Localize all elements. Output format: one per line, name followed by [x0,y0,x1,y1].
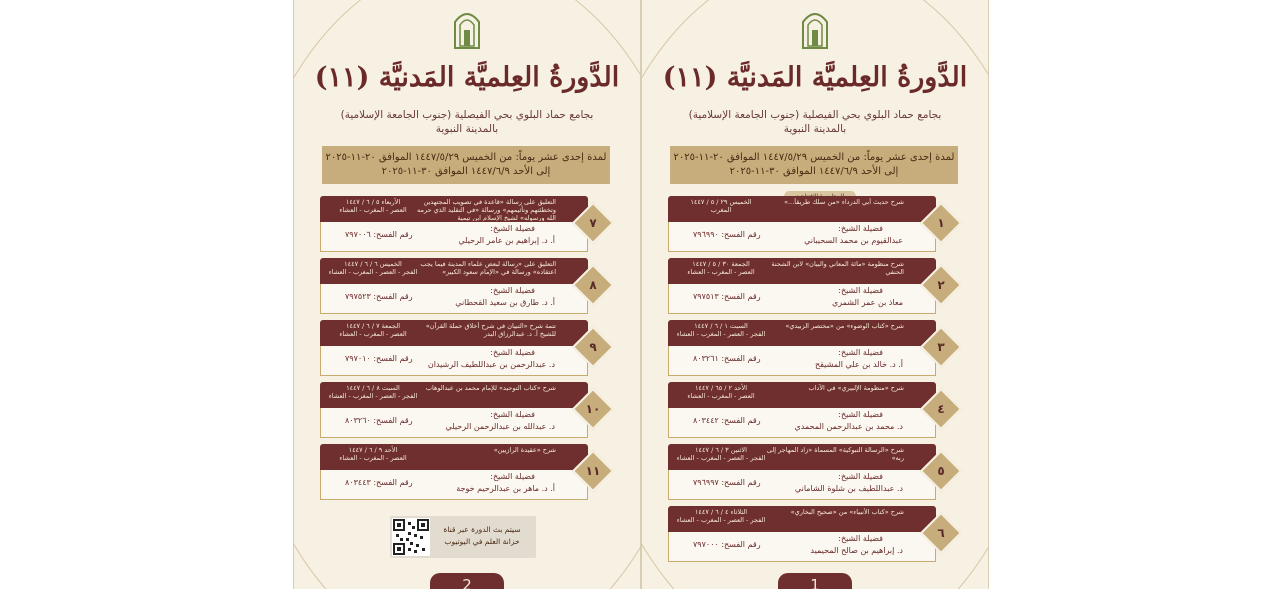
permit-number: رقم الفسح: ٧٩٦٩٩٧ [693,478,761,487]
permit-number: رقم الفسح: ٨٠٣٤٤٣ [345,478,413,487]
session-time [324,446,422,462]
session-card [668,444,956,500]
session-number: ٨ [589,278,597,292]
session-details [668,470,936,500]
session-day: الأربعاء ٥ / ٦ / ١٤٤٧ [345,198,401,206]
session-prayers: الفجر - العصر - المغرب - العشاء [676,330,766,338]
duration-line: إلى الأحد ١٤٤٧/٦/٩ الموافق ٣٠-١١-٢٠٢٥ [729,166,899,177]
session-header [668,444,936,470]
session-details [668,346,936,376]
session-day: الخميس ٢٩ / ٥ / ١٤٤٧ [690,198,752,206]
session-number: ١١ [585,464,601,478]
session-header [320,320,588,346]
session-header [320,196,588,222]
session-time [324,384,422,400]
sheikh-label: فضيلة الشيخ: [838,472,883,481]
session-topic: شرح «منظومة الإلبيري» في الآداب [808,384,904,392]
session-time [324,260,422,276]
sheikh-label: فضيلة الشيخ: [838,534,883,543]
session-card [320,196,608,252]
session-topic: شرح «الرسالة التبوكية» المسماة «زاد المهاجر إلى ربه» [766,446,904,462]
sheikh-label: فضيلة الشيخ: [838,410,883,419]
venue-line: بجامع حماد البلوي بحي الفيصلية (جنوب الجامعة الإسلامية) [340,109,594,121]
session-details [320,284,588,314]
permit-number: رقم الفسح: ٧٩٧٥٢٣ [345,292,413,301]
session-number: ٤ [937,402,945,416]
sheikh-name: أ. د. ماهر بن عبدالرحيم خوجة [456,484,555,493]
duration-box [322,146,610,184]
session-header [668,258,936,284]
session-header [668,382,936,408]
sheikh-name: أ. د. خالد بن علي المشيقح [814,360,903,369]
sheikh-label: فضيلة الشيخ: [490,286,535,295]
session-card [668,506,956,562]
permit-number: رقم الفسح: ٧٩٧٠١٠ [345,354,413,363]
permit-number: رقم الفسح: ٧٩٦٩٩٠ [693,230,761,239]
session-details [668,222,936,252]
venue-text [308,108,626,136]
session-card [320,382,608,438]
duration-line: لمدة إحدى عشر يوماً: من الخميس ١٤٤٧/٥/٢٩ الموافق ٢٠-١١-٢٠٢٥ [673,152,955,163]
session-card [320,444,608,500]
session-number: ١٠ [585,402,601,416]
duration-line: إلى الأحد ١٤٤٧/٦/٩ الموافق ٣٠-١١-٢٠٢٥ [381,166,551,177]
session-header [320,444,588,470]
session-card [668,320,956,376]
ministry-logo-icon [451,6,483,50]
sheikh-label: فضيلة الشيخ: [838,348,883,357]
session-time [672,446,770,462]
session-day: الاثنين ٣ / ٦ / ١٤٤٧ [695,446,747,454]
session-header [668,320,936,346]
session-details [668,408,936,438]
session-prayers: العصر - المغرب - العشاء [339,454,407,462]
duration-box [670,146,958,184]
session-number: ٢ [937,278,945,292]
session-prayers: الفجر - العصر - المغرب - العشاء [676,454,766,462]
session-day: الثلاثاء ٤ / ٦ / ١٤٤٧ [694,508,748,516]
session-day: الخميس ٦ / ٦ / ١٤٤٧ [344,260,402,268]
permit-number: رقم الفسح: ٨٠٣٢٦٠ [345,416,413,425]
session-day: السبت ٨ / ٦ / ١٤٤٧ [346,384,400,392]
sheikh-label: فضيلة الشيخ: [838,286,883,295]
session-day: الجمعة ٧ / ٦ / ١٤٤٧ [345,322,401,330]
sheikh-name: د. محمد بن عبدالرحمن المحمدي [794,422,903,431]
session-time [672,384,770,400]
page-number: 1 [778,573,852,589]
session-topic: شرح «عقيدة الرازيين» [493,446,556,454]
permit-number: رقم الفسح: ٧٩٧٥١٣ [693,292,761,301]
session-details [668,284,936,314]
session-time [672,322,770,338]
session-prayers: العصر - المغرب - العشاء [339,206,407,214]
session-prayers: الفجر - العصر - المغرب - العشاء [328,392,418,400]
session-day: الجمعة ٣٠ / ٥ / ١٤٤٧ [692,260,750,268]
session-card [320,258,608,314]
session-header [320,258,588,284]
session-day: الأحد ٢ / ٦٥ / ١٤٤٧ [694,384,748,392]
session-header [668,196,936,222]
qr-code-icon[interactable] [392,518,430,556]
session-day: السبت ١ / ٦ / ١٤٤٧ [694,322,748,330]
sheikh-name: عبدالقيوم بن محمد السحيباني [804,236,903,245]
session-day: الأحد ٩ / ٦ / ١٤٤٧ [348,446,398,454]
session-card [668,196,956,252]
session-number: ٥ [937,464,945,478]
session-topic: شرح «كتاب الأنبياء» من «صحيح البخاري» [790,508,904,516]
sheikh-name: أ. د. طارق بن سعيد القحطاني [455,298,555,307]
broadcast-line: سيتم بث الدورة عبر قناة [443,525,521,534]
duration-line: لمدة إحدى عشر يوماً: من الخميس ١٤٤٧/٥/٢٩ الموافق ٢٠-١١-٢٠٢٥ [325,152,607,163]
session-details [320,346,588,376]
broadcast-line: خزانة العلم في اليوتيوب [444,537,520,546]
brochure-page-1 [641,0,989,589]
session-time [672,198,770,214]
session-prayers: العصر - المغرب - العشاء [339,330,407,338]
session-topic: التعليق على رسالة «قاعدة في تصويب المجتهدين وتخطئتهم وتأثيمهم» ورسالة «في التقليد الذي حرمه الله ورسوله» لشيخ الإسلام ابن تيمية [417,198,556,221]
permit-number: رقم الفسح: ٨٠٣٤٤٢ [693,416,761,425]
session-time [672,508,770,524]
session-topic: تتمة شرح «التبيان في شرح أخلاق حملة القرآن» للشيخ أ. د. عبدالرزاق البدر [425,322,556,338]
course-title: الدَّورةُ العِلميَّة المَدنيَّة (١١) [662,62,968,93]
sheikh-name: أ. د. إبراهيم بن عامر الرحيلي [458,236,555,245]
session-time [324,322,422,338]
session-topic: شرح «كتاب الوضوء» من «مختصر الزبيدي» [785,322,904,330]
permit-number: رقم الفسح: ٨٠٣٢٦١ [693,354,761,363]
sheikh-label: فضيلة الشيخ: [490,224,535,233]
session-number: ٩ [589,340,597,354]
session-card [320,320,608,376]
sheikh-label: فضيلة الشيخ: [838,224,883,233]
sheikh-name: د. عبداللطيف بن شلوة الشاماني [794,484,903,493]
broadcast-text [434,524,530,548]
session-number: ١ [937,216,945,230]
sheikh-label: فضيلة الشيخ: [490,472,535,481]
sheikh-name: د. عبدالرحمن بن عبداللطيف الرشيدان [427,360,555,369]
session-header [668,506,936,532]
course-title: الدَّورةُ العِلميَّة المَدنيَّة (١١) [314,62,620,93]
session-prayers: الفجر - العصر - المغرب - العشاء [676,516,766,524]
session-card [668,382,956,438]
sheikh-label: فضيلة الشيخ: [490,410,535,419]
session-time [672,260,770,276]
session-number: ٦ [937,526,945,540]
session-topic: شرح منظومة «مائة المعاني والبيان» لابن الشحنة الحنفي [771,260,904,276]
venue-line: بجامع حماد البلوي بحي الفيصلية (جنوب الجامعة الإسلامية) [688,109,942,121]
city-line: بالمدينة النبوية [435,123,499,135]
session-prayers: العصر - المغرب - العشاء [687,268,755,276]
session-details [320,408,588,438]
permit-number: رقم الفسح: ٧٩٧٠٠٠ [693,540,761,549]
session-details [320,222,588,252]
session-details [668,532,936,562]
session-topic: شرح «كتاب التوحيد» للإمام محمد بن عبدالوهاب [425,384,556,392]
ministry-logo-icon [799,6,831,50]
session-details [320,470,588,500]
sheikh-name: د. عبدالله بن عبدالرحمن الرحيلي [445,422,555,431]
session-prayers: العصر - المغرب - العشاء [687,392,755,400]
brochure-page-2 [293,0,641,589]
session-time [324,198,422,214]
page-number: 2 [430,573,504,589]
session-number: ٧ [589,216,597,230]
session-header [320,382,588,408]
youtube-broadcast-notice [390,516,536,558]
session-prayers: المغرب [710,206,732,214]
permit-number: رقم الفسح: ٧٩٧٠٠٦ [345,230,413,239]
sheikh-name: د. إبراهيم بن صالح المحيميد [810,546,903,555]
session-topic: شرح حديث أبي الدرداء «من سلك طريقاً...» [784,198,904,206]
session-topic: التعليق على «رسالة لبعض علماء المدينة فيما يجب اعتقاده» ورسالة في «الإمام سعود الكبير» [420,260,556,276]
sheikh-label: فضيلة الشيخ: [490,348,535,357]
session-prayers: الفجر - العصر - المغرب - العشاء [328,268,418,276]
session-card [668,258,956,314]
sheikh-name: معاذ بن عمر الشمري [832,298,903,307]
venue-text [656,108,974,136]
session-number: ٣ [937,340,945,354]
city-line: بالمدينة النبوية [783,123,847,135]
